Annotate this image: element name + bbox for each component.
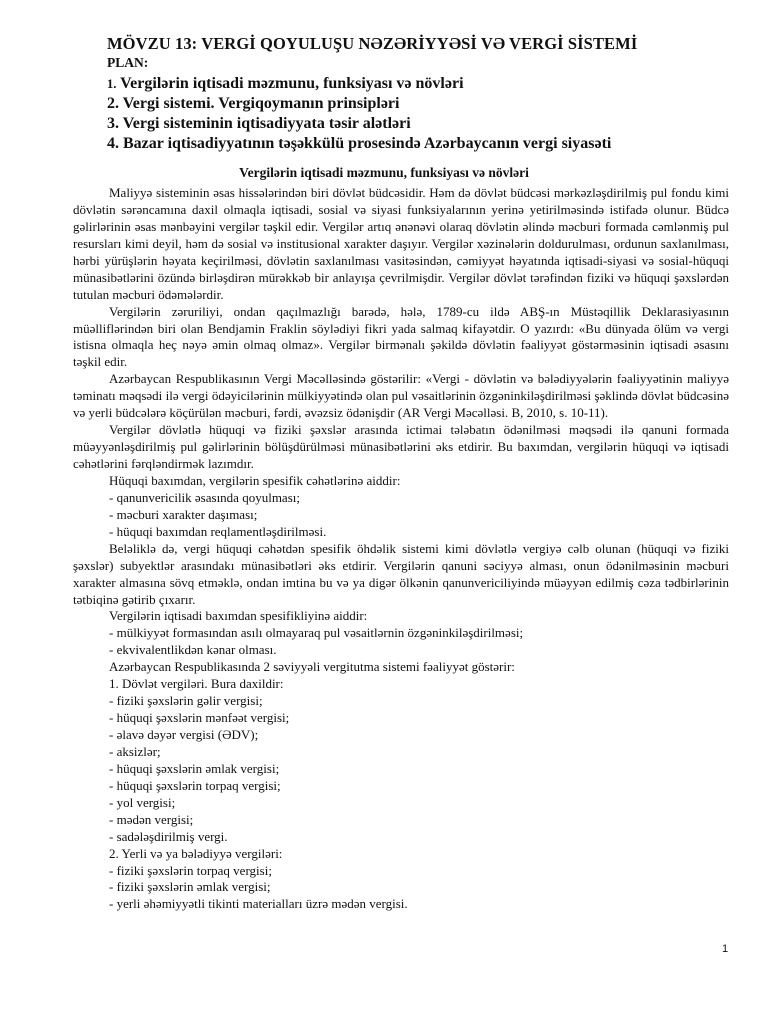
list-item: - fiziki şəxslərin torpaq vergisi; — [109, 862, 272, 878]
list-item: - hüquqi şəxslərin mənfəət vergisi; — [109, 710, 290, 726]
list-item: - qanunvericilik əsasında qoyulması; — [109, 489, 300, 505]
page-number: 1 — [722, 943, 729, 955]
list-item: - aksizlər; — [109, 743, 161, 759]
plan-item — [107, 134, 611, 154]
plan-item-number: 1. — [107, 77, 117, 91]
list-item: - hüquqi şəxslərin əmlak vergisi; — [109, 760, 280, 776]
list-item: - əlavə dəyər vergisi (ƏDV); — [109, 727, 259, 742]
plan-item-text: Bazar iqtisadiyyatının təşəkkülü prosesində Azərbaycanın vergi siyasəti — [123, 135, 612, 152]
list-item: - mülkiyyət formasından asılı olmayaraq pul vəsaitlərnin özgəninkiləşdirilməsi; — [109, 625, 524, 641]
plan-list — [107, 74, 611, 154]
plan-item-text: Vergilərin iqtisadi məzmunu, funksiyası və növləri — [120, 75, 464, 92]
plan-item-text: Vergi sistemi. Vergiqoymanın prinsipləri — [122, 95, 400, 112]
plan-item-number: 3. — [107, 115, 119, 132]
list-item: - fiziki şəxslərin gəlir vergisi; — [109, 693, 263, 709]
list-item: - hüquqi şəxslərin torpaq vergisi; — [109, 777, 281, 793]
list-item: - ekvivalentlikdən kənar olması. — [109, 642, 277, 658]
topic-title: MÖVZU 13: VERGİ QOYULUŞU NƏZƏRİYYƏSİ VƏ VERGİ SİSTEMİ — [107, 34, 638, 53]
plan-item-number: 2. — [107, 95, 119, 112]
list-item: - fiziki şəxslərin əmlak vergisi; — [109, 879, 271, 895]
plan-item — [107, 114, 611, 134]
section-heading: Vergilərin iqtisadi məzmunu, funksiyası və növləri — [239, 165, 529, 180]
list-item: - məcburi xarakter daşıması; — [109, 506, 258, 522]
body-text — [73, 185, 729, 913]
paragraph: Vergilərin zəruriliyi, ondan qaçılmazlığı barədə, hələ, 1789-cu ildə ABŞ-ın Müstəqillik Deklarasiyasının müəlliflərindən biri olan Bendjamin Fraklin söylədiyi fikri yada salmaq kifayətdir. O yazırdı: «Bu dünyada ölüm və vergi istisna olmaqla heç nəyə əmin olmaq olmaz». Vergilər birmənalı şəkildə dövlətin fəaliyyət göstərməsinin iqtisadi əsasını təşkil edir. — [73, 303, 729, 370]
list-item: - hüquqi baxımdan reqlamentləşdirilməsi. — [109, 523, 327, 539]
list-item: - mədən vergisi; — [109, 811, 194, 827]
text-line: Vergilərin iqtisadi baxımdan spesifikliyinə aiddir: — [109, 608, 368, 624]
list-item: - yerli əhəmiyyətli tikinti materialları üzrə mədən vergisi. — [109, 896, 408, 912]
list-item: - yol vergisi; — [109, 794, 176, 810]
text-line: Hüquqi baxımdan, vergilərin spesifik cəhətlərinə aiddir: — [109, 472, 401, 488]
plan-item-text: Vergi sisteminin iqtisadiyyata təsir alətləri — [122, 115, 411, 132]
text-line: Azərbaycan Respublikasında 2 səviyyəli vergitutma sistemi fəaliyyət göstərir: — [109, 659, 515, 675]
list-heading: 1. Dövlət vergiləri. Bura daxildir: — [109, 676, 284, 692]
plan-item — [107, 94, 611, 114]
paragraph: Maliyyə sisteminin əsas hissələrindən biri dövlət büdcəsidir. Həm də dövlət büdcəsi mərkəzləşdirilmiş pul fondu kimi dövlətin sərəncamına daxil olmaqla iqtisadi, sosial və siyasi funksiyalarının yerinə yetirilməsində istifadə olunur. Büdcə gəlirlərinin əsas mənbəyini vergilər təşkil edir. Vergilər artıq ənənəvi olaraq dövlətin əlində məcburi formada cəmlənmiş pul resursları kimi deyil, həm də sosial və institusional xarakter daşıyır. Vergilər xəzinələrin doldurulması, ordunun saxlanılması, hərbi yürüşlərin həyata keçirilməsi, dövlətin saxlanılması vasitəsindən, cəmiyyət həyatında iqtisadi-siyasi və sosial-hüquqi münasibətlərini özündə birləşdirən mürəkkəb bir anlayışa çevrilmişdir. Vergilər dövlət tərəfindən fiziki və hüquqi şəxslərdən tutulan məcburi ödəmələrdir. — [73, 185, 729, 302]
plan-label: PLAN: — [107, 55, 149, 70]
plan-item-number: 4. — [107, 135, 119, 152]
paragraph: Azərbaycan Respublikasının Vergi Məcəlləsində göstərilir: «Vergi - dövlətin və bələdiyyələrin fəaliyyətinin maliyyə təminatı məqsədi ilə vergi ödəyicilərinin mülkiyyətində olan pul vəsaitlərinin özgəninkiləşdirilməsi şəklində dövlət büdcəsinə və yerli büdcələrə köçürülən məcburi, fərdi, əvəzsiz ödənişdir (AR Vergi Məcəlləsi. B, 2010, s. 10-11). — [73, 371, 729, 421]
list-heading: 2. Yerli və ya bələdiyyə vergiləri: — [109, 845, 283, 861]
paragraph: Vergilər dövlətlə hüquqi və fiziki şəxslər arasında ictimai tələbatın ödənilməsi məqsədi ilə qanuni formada müəyyənləşdirilmiş pul gəlirlərinin bölüşdürülməsi münasibətlərini əks etdirir. Bu baxımdan, vergilərin hüquqi və iqtisadi cəhətlərini fərqləndirmək lazımdır. — [73, 422, 729, 471]
paragraph: Beləliklə də, vergi hüquqi cəhətdən spesifik öhdəlik sistemi kimi dövlətlə vergiyə cəlb olunan (hüquqi və fiziki şəxslər) subyektlər arasındakı münasibətləri əks etdirir. Vergilərin qanuni səciyyə alması, onun ödənilməsinin məcburi xarakter almasına sövq etməklə, ondan imtina bu və ya digər ölkənin qanunvericiliyində müəyyən edilmiş cəza tədbirlərinin tətbiqinə gətirib çıxarır. — [73, 540, 729, 607]
list-item: - sadələşdirilmiş vergi. — [109, 828, 228, 844]
plan-item — [107, 74, 611, 94]
